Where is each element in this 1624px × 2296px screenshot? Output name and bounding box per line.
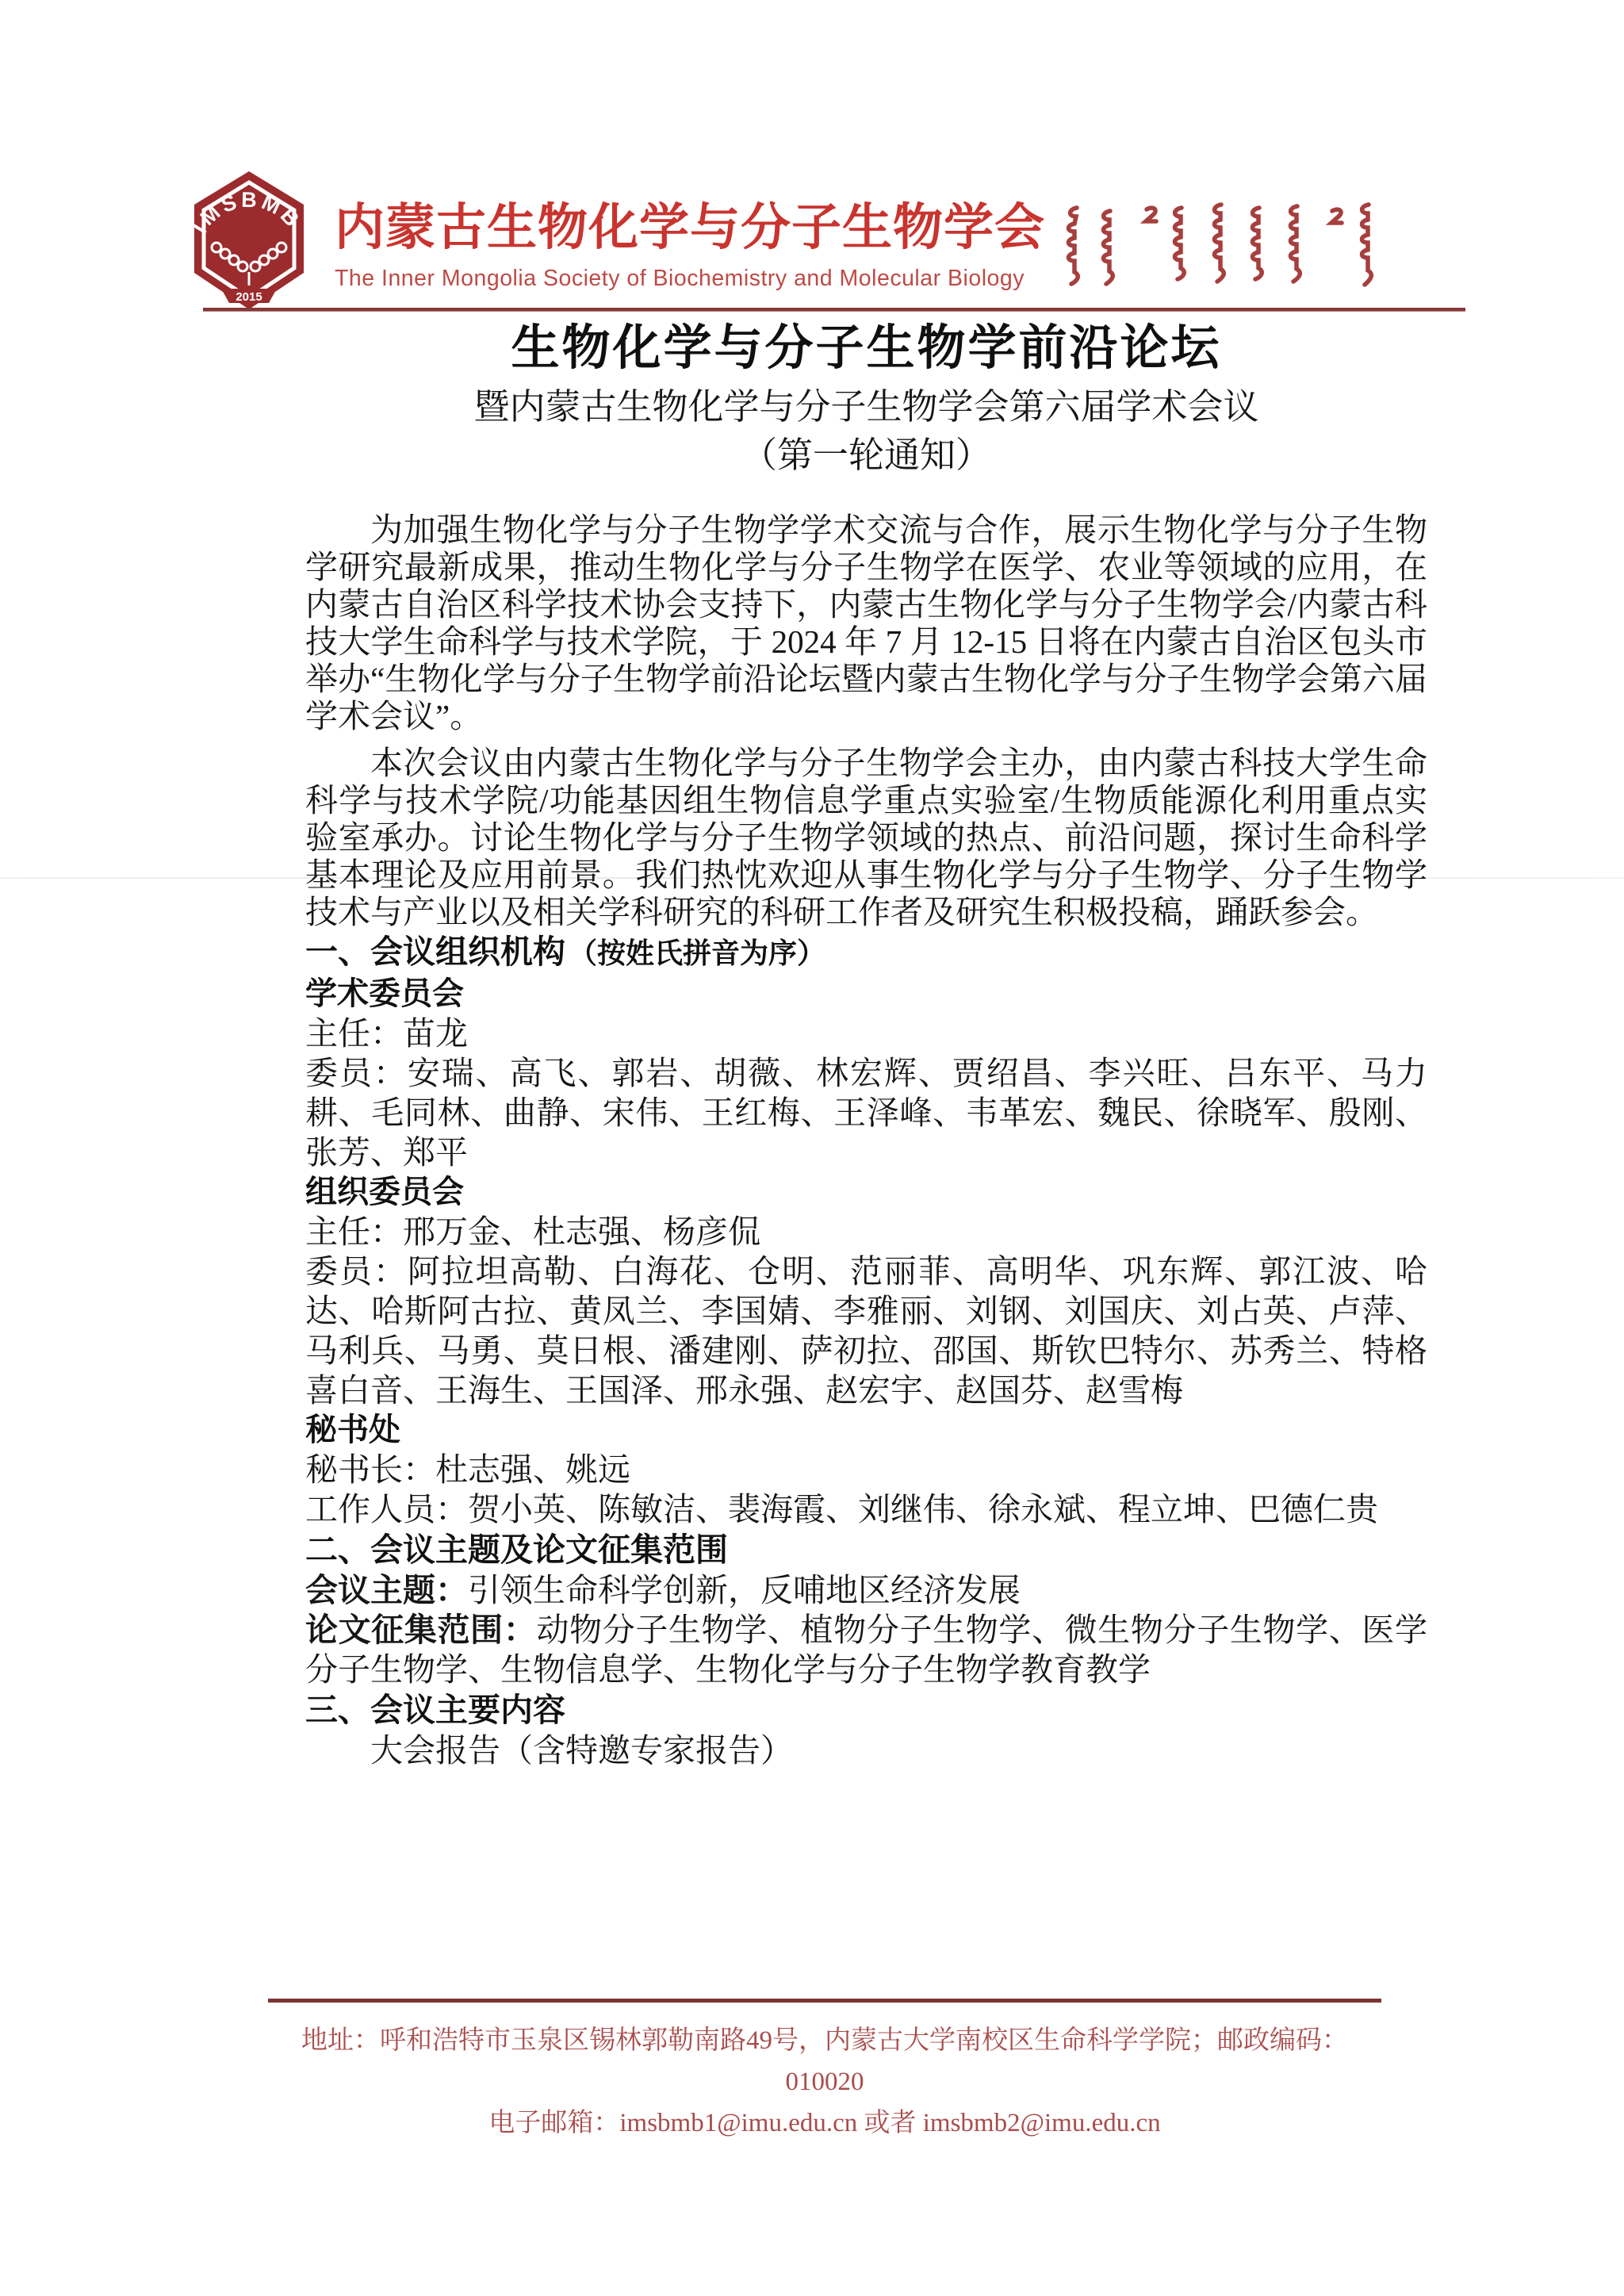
secretariat-secretary-general: 秘书长：杜志强、姚远 (305, 1451, 630, 1488)
intro-paragraph-1: 为加强生物化学与分子生物学学术交流与合作，展示生物化学与分子生物学研究最新成果，推动生物化学与分子生物学在医学、农业等领域的应用，在内蒙古自治区科学技术协会支持下，内蒙古生物化学与分子生物学会/内蒙古科技大学生命科学与技术学院，于 2024 年 7 月 12-15 日将在内蒙古自治区包头市举办“生物化学与分子生物学前沿论坛暨内蒙古生物化学与分子生物学会第六届学术会议”。 (305, 512, 1427, 734)
organizing-committee-members: 委员：阿拉坦高勒、白海花、仓明、范丽菲、高明华、巩东辉、郭江波、哈达、哈斯阿古拉、黄凤兰、李国婧、李雅丽、刘钢、刘国庆、刘占英、卢萍、马利兵、马勇、莫日根、潘建刚、萨初拉、邵国、斯钦巴特尔、苏秀兰、特格喜白音、王海生、王国泽、邢永强、赵宏宇、赵国芬、赵雪梅 (305, 1253, 1427, 1409)
footer-address-line: 地址：呼和浩特市玉泉区锡林郭勒南路49号，内蒙古大学南校区生命科学学院；邮政编码：010020 (301, 2026, 1348, 2096)
academic-committee-members: 委员：安瑞、高飞、郭岩、胡薇、林宏辉、贾绍昌、李兴旺、吕东平、马力耕、毛同林、曲静、宋伟、王红梅、王泽峰、韦革宏、魏民、徐晓军、殷刚、张芳、郑平 (305, 1055, 1427, 1171)
mongolian-script-text (1064, 201, 1397, 290)
org-name-block (335, 187, 1045, 292)
conference-theme: 会议主题：引领生命科学创新，反哺地区经济发展 (305, 1572, 1021, 1608)
logo-acronym: IMSBMB (188, 187, 306, 238)
letterhead (0, 167, 1624, 311)
academic-committee-subheading: 学术委员会 (305, 976, 464, 1011)
organizing-committee-chairs: 主任：邢万金、杜志强、杨彦侃 (305, 1213, 760, 1250)
section-1-heading-note: （按姓氏拼音为序） (569, 937, 826, 969)
page-subtitle: 暨内蒙古生物化学与分子生物学会第六届学术会议 (473, 387, 1259, 427)
section-1-heading: 一、会议组织机构 （按姓氏拼音为序） (305, 933, 826, 970)
letter-footer (268, 1999, 1381, 2144)
document-body (305, 315, 1427, 1770)
paper-scope: 论文征集范围：动物分子生物学、植物分子生物学、微生物分子生物学、医学分子生物学、生物信息学、生物化学与分子生物学教育教学 (305, 1612, 1428, 1688)
header-divider (203, 308, 1465, 312)
org-name-english: The Inner Mongolia Society of Biochemistry and Molecular Biology (335, 266, 1025, 291)
org-name-chinese: 内蒙古生物化学与分子生物学会 (335, 200, 1045, 255)
page-title: 生物化学与分子生物学前沿论坛 (511, 320, 1222, 374)
secretariat-subheading: 秘书处 (305, 1412, 400, 1447)
plenary-report-item: 大会报告（含特邀专家报告） (370, 1732, 793, 1769)
notice-round-label: （第一轮通知） (741, 435, 991, 475)
footer-email-line: 电子邮箱：imsbmb1@imu.edu.cn 或者 imsbmb2@imu.edu.cn (488, 2109, 1161, 2137)
society-logo (181, 168, 317, 312)
organizing-committee-subheading: 组织委员会 (305, 1175, 464, 1209)
secretariat-staff: 工作人员：贺小英、陈敏洁、裴海霞、刘继伟、徐永斌、程立坤、巴德仁贵 (305, 1491, 1378, 1527)
intro-paragraph-2: 本次会议由内蒙古生物化学与分子生物学会主办，由内蒙古科技大学生命科学与技术学院/功能基因组生物信息学重点实验室/生物质能源化利用重点实验室承办。讨论生物化学与分子生物学领域的热点、前沿问题，探讨生命科学基本理论及应用前景。我们热忱欢迎从事生物化学与分子生物学、分子生物学技术与产业以及相关学科研究的科研工作者及研究生积极投稿，踊跃参会。 (305, 745, 1427, 930)
logo-year: 2015 (236, 290, 262, 304)
academic-committee-chair: 主任：苗龙 (305, 1015, 468, 1052)
section-3-heading: 三、会议主要内容 (305, 1692, 565, 1728)
section-2-heading: 二、会议主题及论文征集范围 (305, 1531, 728, 1568)
